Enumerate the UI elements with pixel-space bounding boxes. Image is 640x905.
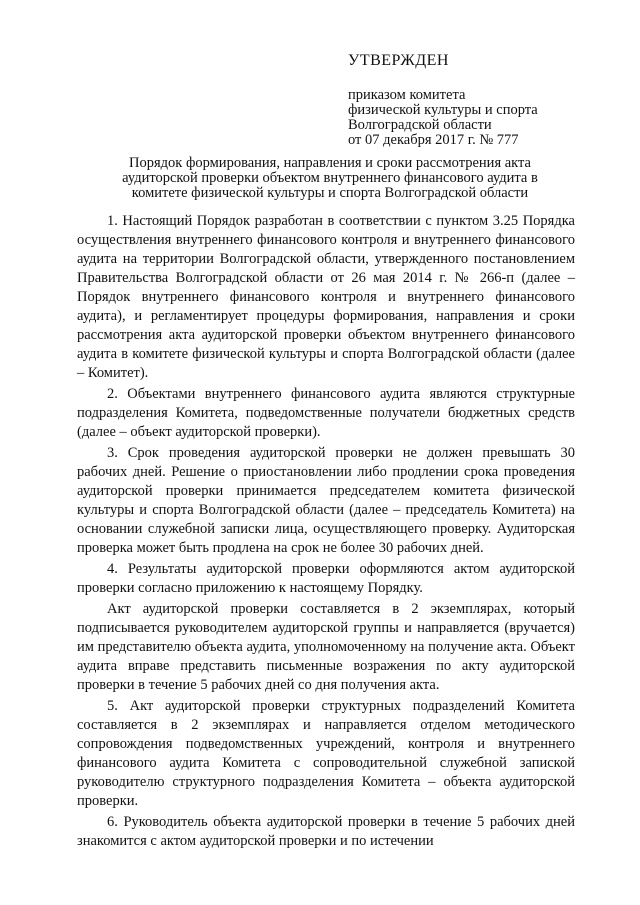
- document-title: [80, 156, 580, 201]
- title-line: аудиторской проверки объектом внутреннего финансового аудита в: [122, 170, 538, 186]
- approval-line: от 07 декабря 2017 г. № 777: [348, 132, 519, 148]
- approval-line: приказом комитета: [348, 87, 466, 103]
- title-line: комитете физической культуры и спорта Волгоградской области: [131, 185, 529, 201]
- document-body: [77, 212, 575, 849]
- title-line: Порядок формирования, направления и сроки рассмотрения акта: [129, 155, 531, 171]
- approval-line: Волгоградской области: [348, 117, 492, 133]
- paragraph-2: 2. Объектами внутреннего финансового аудита являются структурные подразделения Комитета, подведомственные получатели бюджетных средств (далее – объект аудиторской проверки).: [77, 386, 575, 440]
- paragraph-4: 4. Результаты аудиторской проверки оформляются актом аудиторской проверки согласно приложению к настоящему Порядку.: [77, 561, 575, 596]
- approval-line: физической культуры и спорта: [348, 102, 538, 118]
- paragraph-6: 6. Руководитель объекта аудиторской проверки в течение 5 рабочих дней знакомится с актом аудиторской проверки и по истечении: [77, 814, 575, 849]
- approval-heading: УТВЕРЖДЕН: [348, 52, 449, 69]
- paragraph-1: 1. Настоящий Порядок разработан в соответствии с пунктом 3.25 Порядка осуществления внутреннего финансового контроля и внутреннего финансового аудита на территории Волгоградской области, утвержденного постановлением Правительства Волгоградской области от 26 мая 2014 г. № 266-п (далее – Порядок внутреннего финансового контроля и внутреннего финансового аудита), и регламентирует процедуры формирования, направления и сроки рассмотрения акта аудиторской проверки объектом внутреннего финансового аудита в комитете физической культуры и спорта Волгоградской области (далее – Комитет).: [77, 213, 575, 381]
- paragraph-4-continued: Акт аудиторской проверки составляется в 2 экземплярах, который подписывается руководителем аудиторской группы и направляется (вручается) им представителю объекта аудита, уполномоченному на получение акта. Объект аудита вправе представить письменные возражения по акту аудиторской проверки в течение 5 рабочих дней со дня получения акта.: [77, 601, 575, 693]
- approval-stamp: [348, 52, 598, 148]
- paragraph-5: 5. Акт аудиторской проверки структурных подразделений Комитета составляется в 2 экземплярах и направляется отделом методического сопровождения подведомственных учреждений, контроля и внутреннего финансового аудита Комитета с сопроводительной служебной запиской руководителю структурного подразделения Комитета – объекта аудиторской проверки.: [77, 698, 575, 809]
- paragraph-3: 3. Срок проведения аудиторской проверки не должен превышать 30 рабочих дней. Решение о приостановлении либо продлении срока проведения аудиторской проверки принимается председателем комитета физической культуры и спорта Волгоградской области (далее – председатель Комитета) на основании служебной записки лица, осуществляющего проверку. Аудиторская проверка может быть продлена на срок не более 30 рабочих дней.: [77, 445, 575, 556]
